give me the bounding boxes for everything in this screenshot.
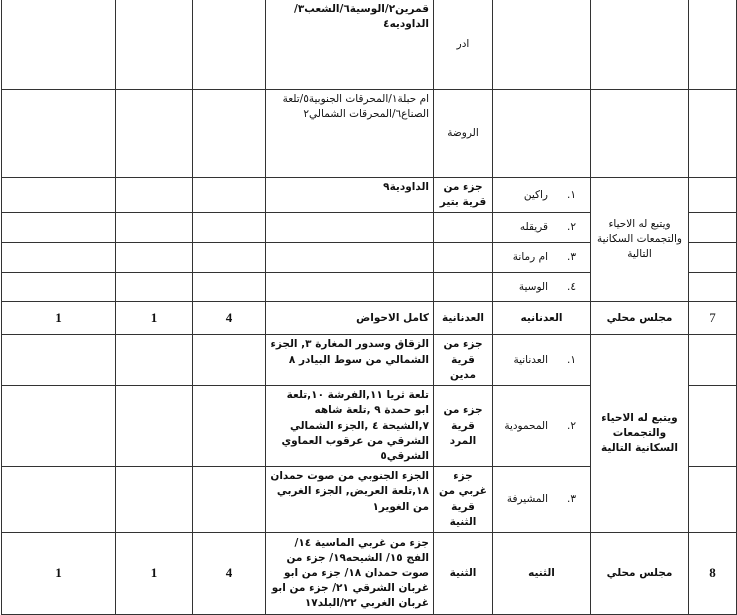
table-row	[2, 533, 737, 615]
areas-cell: ام حبلة١/المحرقات الجنوبية٥/تلعة الصناع٦/المحرقات الشمالي٢	[266, 90, 434, 178]
part-cell: العدنانية	[434, 302, 493, 335]
type-cell: مجلس محلي	[591, 533, 689, 615]
list-item: ٢.المحمودية	[493, 386, 591, 467]
part-cell: جزء غربي من قرية الثنية	[434, 467, 493, 533]
group-label: ويتبع له الاحياء والتجمعات السكانية التالية	[591, 178, 689, 302]
count-cell: 4	[193, 302, 266, 335]
list-item: ٣.المشيرفة	[493, 467, 591, 533]
count-cell: 1	[116, 533, 193, 615]
areas-cell	[266, 243, 434, 273]
list-item: ٢.قريقله	[493, 213, 591, 243]
areas-cell	[266, 213, 434, 243]
areas-cell: تلعة ثريا ١١,الفرشة ١٠,تلعة ابو حمدة ٩ ,تلعة شاهه ٧,الشيحة ٤ ,الجزء الشمالي الشرقي من عرقوب العماوي الشرقي٥	[266, 386, 434, 467]
type-cell: مجلس محلي	[591, 302, 689, 335]
areas-cell: قمرين٢/الوسية٦/الشعب٣/الداوديه٤	[266, 0, 434, 90]
areas-cell: الداودية٩	[266, 178, 434, 213]
list-item: ٣.ام رمانة	[493, 243, 591, 273]
areas-cell	[266, 273, 434, 302]
count-cell: 1	[2, 302, 116, 335]
name-cell: العدنانيه	[493, 302, 591, 335]
part-cell: جزء من قرية مدين	[434, 335, 493, 386]
count-cell: 1	[116, 302, 193, 335]
areas-cell: كامل الاحواض	[266, 302, 434, 335]
table-row	[2, 90, 737, 178]
part-cell	[434, 273, 493, 302]
table-row	[2, 0, 737, 90]
councils-table	[1, 0, 737, 615]
count-cell: 1	[2, 533, 116, 615]
list-item: ١.راكين	[493, 178, 591, 213]
part-cell: الثنية	[434, 533, 493, 615]
group-label: ويتبع له الاحياء والتجمعات السكانية التالية	[591, 335, 689, 533]
part-cell: جزء من قرية بتير	[434, 178, 493, 213]
list-item: ١.العدنانية	[493, 335, 591, 386]
row-number: 7	[689, 302, 737, 335]
part-cell	[434, 213, 493, 243]
areas-cell: جزء من غربي الماسية ١٤/ الفج ١٥/ الشيحه١٩/ جزء من صوت حمدان ١٨/ جزء من ابو غربان الشرقي ٢١/ جزء من ابو غربان الغربي ٢٢/البلد١٧	[266, 533, 434, 615]
part-cell	[434, 243, 493, 273]
list-item: ٤.الوسية	[493, 273, 591, 302]
table-row	[2, 302, 737, 335]
village-cell: ادر	[434, 0, 493, 90]
count-cell: 4	[193, 533, 266, 615]
village-cell: الروضة	[434, 90, 493, 178]
areas-cell: الجزء الجنوبي من صوت حمدان ١٨,تلعة العريض, الجزء الغربي من الغوير١	[266, 467, 434, 533]
part-cell: جزء من قرية المرد	[434, 386, 493, 467]
row-number: 8	[689, 533, 737, 615]
areas-cell: الزقاق وسدور المغارة ٣, الجزء الشمالي من سوط البيادر ٨	[266, 335, 434, 386]
name-cell: الثنيه	[493, 533, 591, 615]
table-row	[2, 178, 737, 213]
table-row	[2, 335, 737, 386]
